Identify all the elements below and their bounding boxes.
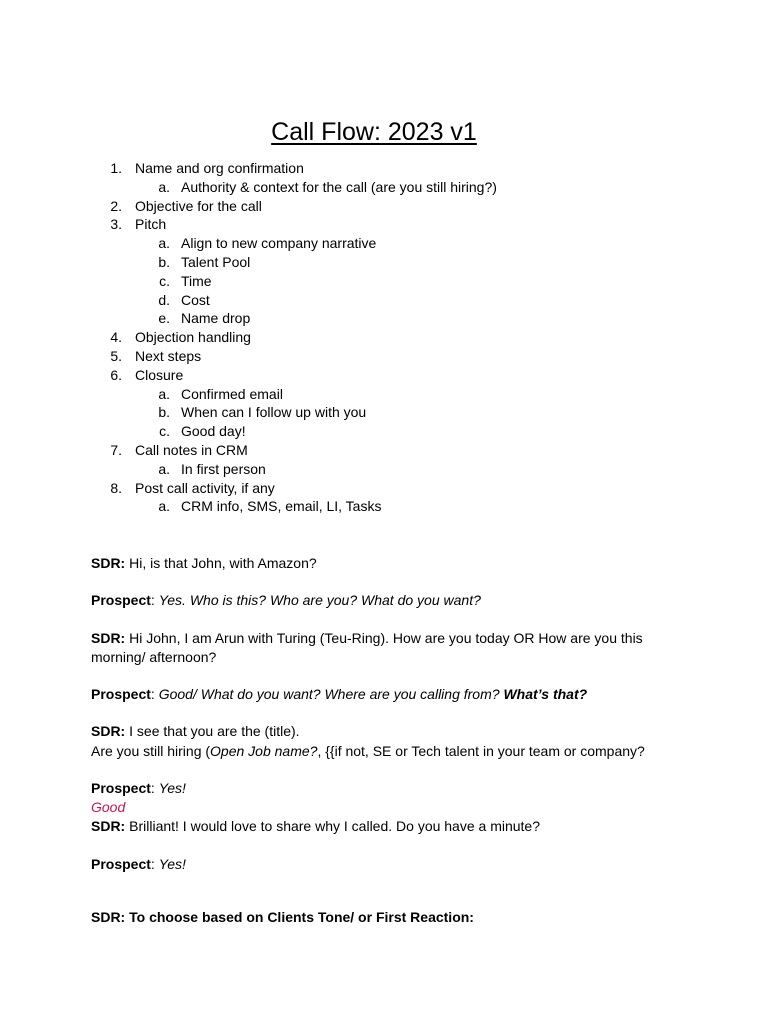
speaker-label: Prospect [91, 780, 151, 796]
outline-text: Objective for the call [135, 197, 262, 214]
speaker-label: Prospect [91, 856, 151, 872]
outline-number: 3. [110, 216, 122, 233]
outline-letter: a. [158, 178, 170, 195]
outline-letter: a. [158, 235, 170, 252]
outline-letter: a. [158, 385, 170, 402]
speaker-label: Prospect [91, 686, 151, 702]
outline-subtext: CRM info, SMS, email, LI, Tasks [181, 498, 382, 515]
outline-subtext: When can I follow up with you [181, 404, 367, 421]
speaker-label: SDR: [91, 723, 126, 739]
outline-letter: a. [158, 460, 170, 477]
outline-text: Objection handling [135, 329, 251, 346]
dialogue-text: Yes! [158, 780, 186, 796]
closing-heading [91, 908, 474, 927]
colon: : [150, 780, 155, 796]
outline-text: Closure [135, 366, 184, 383]
dialogue-text: Hi John, I am Arun with Turing (Teu-Ring). How are you today OR How are you this [125, 630, 643, 646]
dialogue-text: Brilliant! I would love to share why I called. Do you have a minute? [125, 818, 541, 834]
outline-letter: c. [159, 423, 170, 440]
outline-number: 5. [110, 348, 122, 364]
outline-number: 8. [110, 479, 122, 496]
prospect-line-3 [91, 779, 186, 798]
outline-text: Name and org confirmation [135, 160, 304, 176]
comment-good: Good [91, 799, 126, 815]
dialogue-emphasis: What’s that? [503, 686, 588, 702]
dialogue-text: , {{if not, SE or Tech talent in your team or company? [317, 743, 645, 759]
sdr-line-greeting [91, 554, 317, 573]
outline-letter: b. [158, 404, 170, 421]
sdr-line-intro [91, 629, 643, 648]
dialogue-italic: Open Job name? [210, 743, 318, 759]
dialogue-text: Good/ What do you want? Where are you calling from? [158, 686, 500, 702]
dialogue-text: morning/ afternoon? [91, 649, 217, 665]
outline-subtext: Authority & context for the call (are you still hiring?) [181, 178, 497, 195]
outline-number: 1. [110, 160, 122, 176]
outline-number: 7. [110, 442, 122, 458]
outline-text: Pitch [135, 216, 167, 233]
outline-text: Call notes in CRM [135, 442, 248, 458]
outline-subtext: Time [181, 272, 212, 289]
dialogue-text: Yes. Who is this? Who are you? What do you want? [158, 592, 481, 608]
speaker-label: SDR: [91, 630, 126, 646]
outline-letter: c. [159, 272, 170, 289]
outline-text: Next steps [135, 348, 202, 364]
prospect-line-1 [91, 591, 481, 610]
dialogue-text: I see that you are the (title). [125, 723, 300, 739]
speaker-label: SDR: [91, 555, 126, 571]
speaker-label: SDR: [91, 818, 126, 834]
sdr-line-brilliant [91, 817, 540, 836]
outline-text: Post call activity, if any [135, 479, 275, 496]
outline-number: 2. [110, 197, 122, 214]
prospect-line-4 [91, 855, 186, 874]
outline-letter: b. [158, 254, 170, 270]
outline-letter: e. [158, 310, 170, 327]
outline-letter: d. [158, 291, 170, 308]
prospect-line-2 [91, 685, 587, 704]
dialogue-text: Are you still hiring ( [91, 743, 211, 759]
colon: : [150, 856, 155, 872]
outline-letter: a. [158, 498, 170, 515]
outline-subtext: Name drop [181, 310, 251, 327]
sdr-line-title [91, 722, 300, 741]
colon: : [150, 592, 155, 608]
dialogue-text: Hi, is that John, with Amazon? [125, 555, 317, 571]
outline-subtext: Cost [181, 291, 210, 308]
dialogue-text: Yes! [158, 856, 186, 872]
page-title: Call Flow: 2023 v1 [271, 118, 477, 146]
outline-subtext: Align to new company narrative [181, 235, 377, 252]
outline-number: 4. [110, 329, 122, 346]
closing-text: SDR: To choose based on Clients Tone/ or First Reaction: [91, 909, 474, 925]
colon: : [150, 686, 155, 702]
outline-number: 6. [110, 366, 122, 383]
outline-subtext: Confirmed email [181, 385, 283, 402]
speaker-label: Prospect [91, 592, 151, 608]
outline-subtext: Talent Pool [181, 254, 251, 270]
sdr-line-hiring [91, 742, 645, 761]
outline-subtext: Good day! [181, 423, 246, 440]
outline-subtext: In first person [181, 460, 266, 477]
sdr-line-intro-cont [91, 648, 216, 667]
